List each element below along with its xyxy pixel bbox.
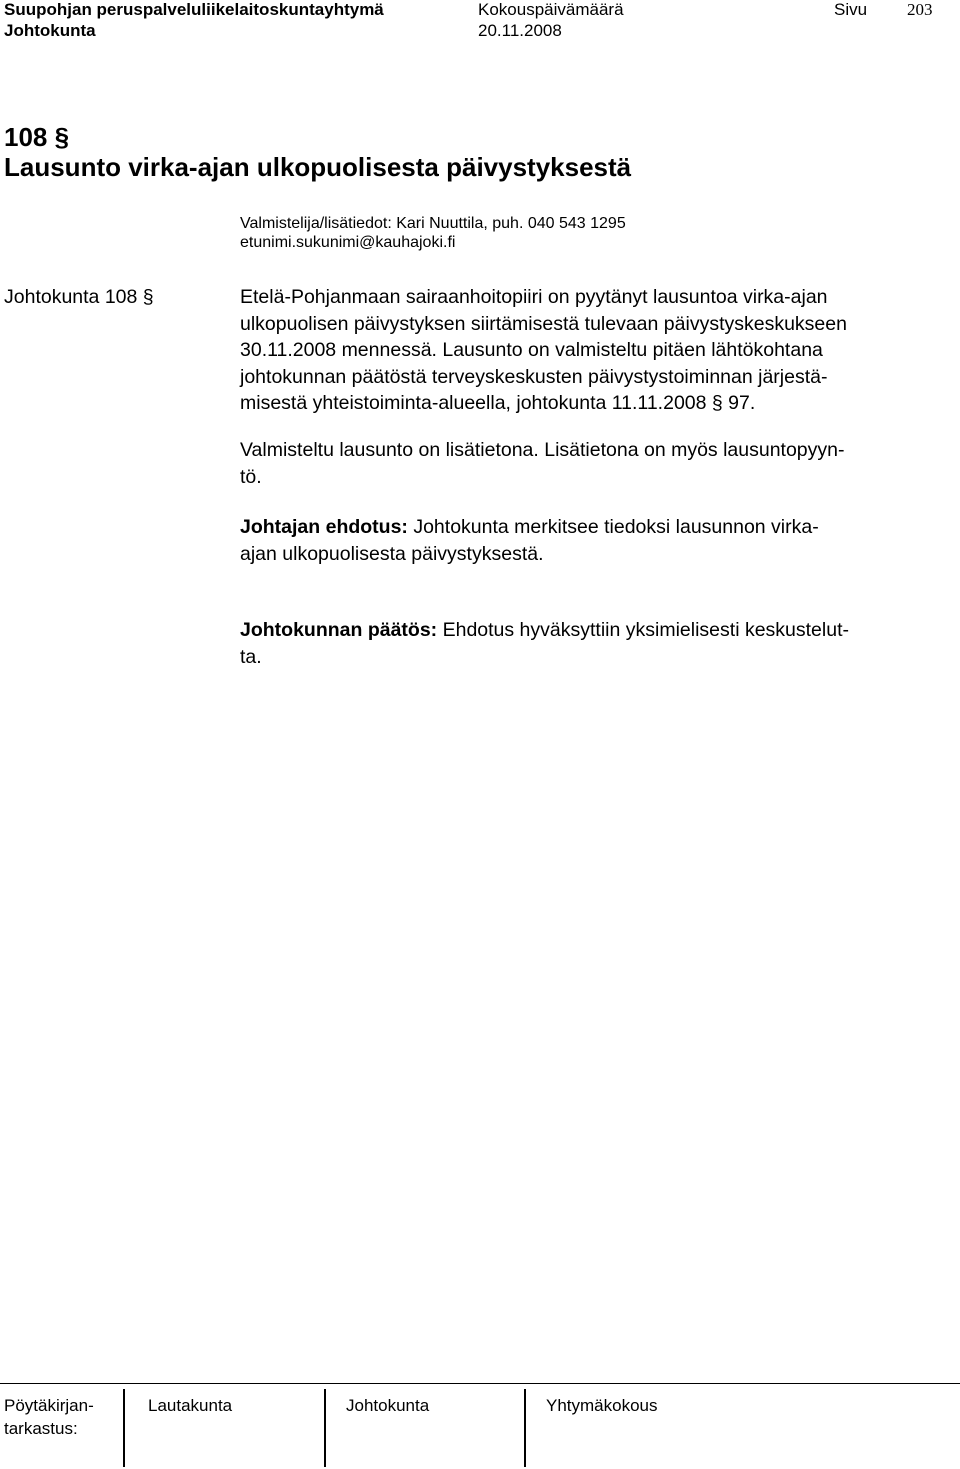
- preparer-info: Valmistelija/lisätiedot: Kari Nuuttila, puh. 040 543 1295: [240, 215, 626, 232]
- footer-review-label-cont: tarkastus:: [4, 1419, 78, 1438]
- paragraph-line: Etelä-Pohjanmaan sairaanhoitopiiri on pyytänyt lausuntoa virka-ajan: [240, 286, 828, 308]
- paragraph-line: ulkopuolisen päivystyksen siirtämisestä tulevaan päivystyskeskukseen: [240, 312, 847, 335]
- header-body-name: Johtokunta: [4, 21, 96, 40]
- decision-label: Johtokunnan päätös:: [240, 619, 438, 641]
- section-number: 108 §: [4, 122, 70, 152]
- proposal-text: ajan ulkopuolisesta päivystyksestä.: [240, 542, 544, 565]
- paragraph-line: misestä yhteistoiminta-alueella, johtokunta 11.11.2008 § 97.: [240, 392, 756, 414]
- paragraph-line: tö.: [240, 465, 262, 488]
- footer-col-yhtymakokous: Yhtymäkokous: [546, 1396, 658, 1415]
- footer-col-johtokunta: Johtokunta: [346, 1396, 430, 1415]
- decision-text: Ehdotus hyväksyttiin yksimielisesti keskustelut-: [437, 619, 849, 641]
- proposal-label: Johtajan ehdotus:: [240, 516, 408, 538]
- proposal-text: Johtokunta merkitsee tiedoksi lausunnon virka-: [407, 516, 819, 538]
- header-organization: Suupohjan peruspalveluliikelaitoskuntayhtymä: [4, 0, 384, 19]
- paragraph-line: 30.11.2008 mennessä. Lausunto on valmisteltu pitäen lähtökohtana: [240, 339, 823, 361]
- preparer-email: etunimi.sukunimi@kauhajoki.fi: [240, 234, 456, 251]
- board-decision: [240, 617, 940, 670]
- decision-text: ta.: [240, 645, 262, 668]
- footer-separator: [324, 1389, 326, 1467]
- footer-separator: [123, 1389, 125, 1467]
- footer-col-lautakunta: Lautakunta: [148, 1396, 233, 1415]
- paragraph-line: johtokunnan päätöstä terveyskeskusten päivystystoiminnan järjestä-: [240, 365, 828, 388]
- paragraph-line: Valmisteltu lausunto on lisätietona. Lisätietona on myös lausuntopyyn-: [240, 439, 845, 461]
- section-title: Lausunto virka-ajan ulkopuolisesta päivystyksestä: [4, 152, 632, 182]
- header-meeting-date: 20.11.2008: [478, 21, 562, 40]
- header-meeting-date-label: Kokouspäivämäärä: [478, 0, 624, 19]
- header-page-label: Sivu: [834, 0, 868, 19]
- director-proposal: [240, 514, 940, 567]
- footer-separator: [524, 1389, 526, 1467]
- margin-label: Johtokunta 108 §: [4, 286, 154, 308]
- paragraph-attachments: [240, 437, 940, 490]
- footer-review-label: Pöytäkirjan-: [4, 1396, 94, 1415]
- header-page-number: 203: [907, 0, 933, 19]
- paragraph-background: [240, 284, 940, 417]
- footer-divider: [0, 1383, 960, 1384]
